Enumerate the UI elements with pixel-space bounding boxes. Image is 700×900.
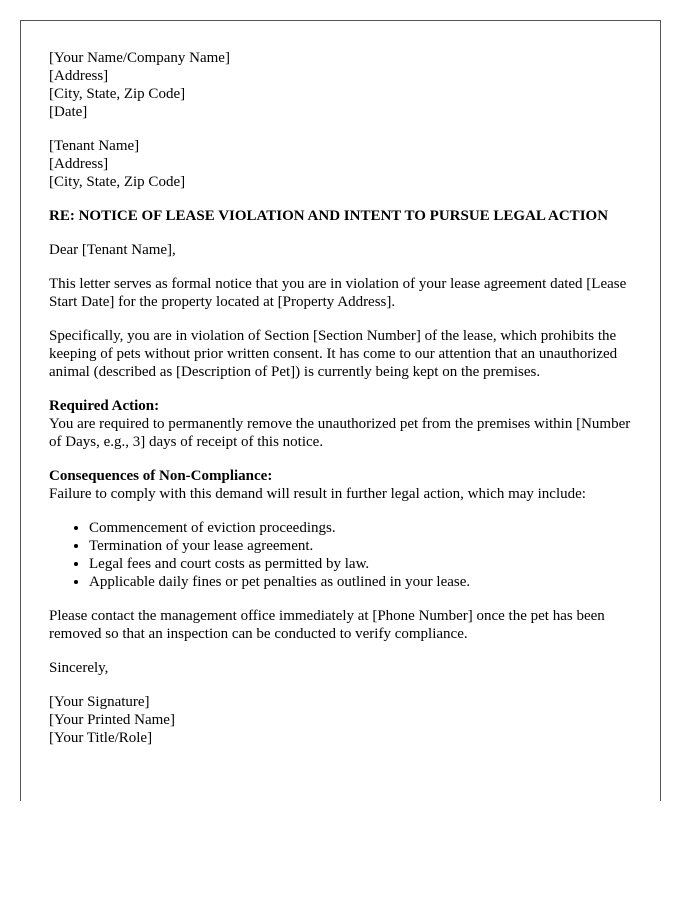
recipient-city: [City, State, Zip Code] — [49, 174, 186, 190]
list-item: • Termination of your lease agreement. — [89, 537, 632, 555]
sender-block — [49, 49, 632, 121]
required-action-heading: Required Action: — [49, 398, 160, 414]
consequences-heading: Consequences of Non-Compliance: — [49, 468, 273, 484]
consequences-section — [49, 467, 632, 503]
signature-line: [Your Signature] — [49, 694, 150, 710]
notice-paragraph: This letter serves as formal notice that you are in violation of your lease agreement dated [Lease Start Date] for the property located at [Property Address]. — [49, 276, 627, 310]
recipient-block — [49, 137, 632, 191]
recipient-name: [Tenant Name] — [49, 138, 140, 154]
signature-block — [49, 693, 632, 747]
salutation: Dear [Tenant Name], — [49, 242, 176, 258]
recipient-address: [Address] — [49, 156, 109, 172]
required-action-text: You are required to permanently remove the unauthorized pet from the premises within [Number of Days, e.g., 3] days of receipt of this notice. — [49, 416, 631, 450]
contact-paragraph: Please contact the management office immediately at [Phone Number] once the pet has been removed so that an inspection can be conducted to verify compliance. — [49, 608, 605, 642]
list-item: • Commencement of eviction proceedings. — [89, 519, 632, 537]
consequences-text: Failure to comply with this demand will result in further legal action, which may include: — [49, 486, 586, 502]
sender-address: [Address] — [49, 68, 109, 84]
printed-name: [Your Printed Name] — [49, 712, 175, 728]
letter-page — [20, 20, 661, 801]
signer-title: [Your Title/Role] — [49, 730, 153, 746]
violation-paragraph: Specifically, you are in violation of Section [Section Number] of the lease, which prohibits the keeping of pets without prior written consent. It has come to our attention that an unauthorized animal (described as [Description of Pet]) is currently being kept on the premises. — [49, 328, 618, 380]
subject-line: RE: NOTICE OF LEASE VIOLATION AND INTENT TO PURSUE LEGAL ACTION — [49, 208, 609, 224]
list-item: • Applicable daily fines or pet penalties as outlined in your lease. — [89, 573, 632, 591]
required-action-section — [49, 397, 632, 451]
sender-date: [Date] — [49, 104, 88, 120]
closing: Sincerely, — [49, 660, 109, 676]
list-item: • Legal fees and court costs as permitted by law. — [89, 555, 632, 573]
consequences-list — [49, 519, 632, 591]
sender-name: [Your Name/Company Name] — [49, 50, 230, 66]
sender-city: [City, State, Zip Code] — [49, 86, 186, 102]
